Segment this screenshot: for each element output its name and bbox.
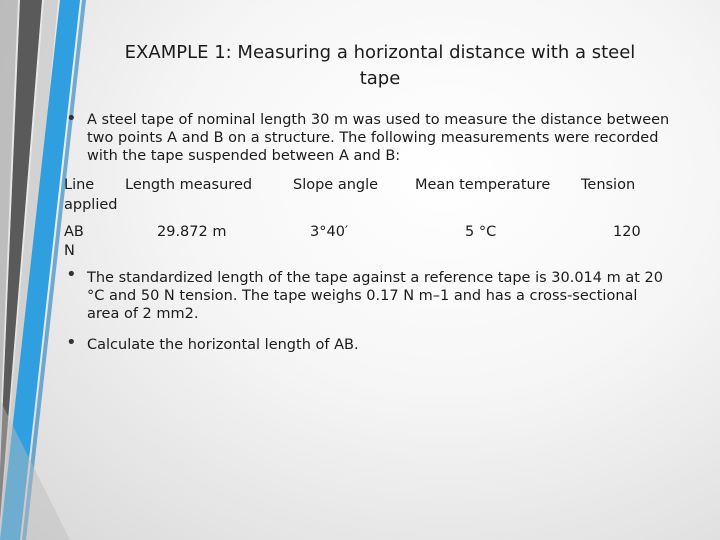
task-paragraph: Calculate the horizontal length of AB. [87,337,359,353]
standardization-paragraph: The standardized length of the tape against a reference tape is 30.014 m at 20 °C and 50 N tension. The tape weighs 0.17 N m–1 and has a cross-sectional area of 2 mm2. [87,270,663,322]
header-line: Line [64,177,95,193]
header-tension-applied: applied [64,197,118,213]
row-tension-unit: N [64,243,75,259]
header-tension: Tension [581,177,636,193]
row-temperature: 5 °C [465,224,497,240]
bullet-marker: • [66,264,77,285]
header-mean-temperature: Mean temperature [415,177,551,193]
slide-title: EXAMPLE 1: Measuring a horizontal distance with a steel tape [124,42,636,89]
bullet-marker: • [66,332,77,353]
row-tension: 120 [613,224,641,240]
header-slope-angle: Slope angle [293,177,379,193]
row-slope: 3°40′ [310,224,349,240]
header-length-measured: Length measured [125,177,253,193]
row-length: 29.872 m [157,224,227,240]
bullet-marker: • [66,108,77,129]
row-line: AB [64,224,84,240]
intro-paragraph: A steel tape of nominal length 30 m was used to measure the distance between two points A and B on a structure. The following measurements were recorded with the tape suspended between A and B: [87,112,670,164]
